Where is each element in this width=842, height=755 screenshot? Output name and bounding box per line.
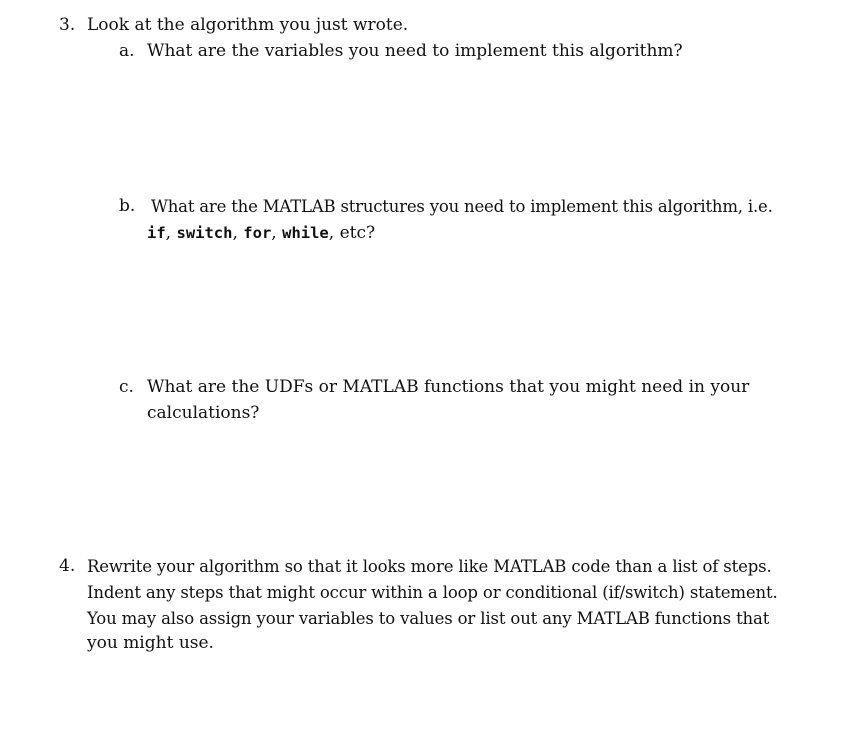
question-4-line1: Rewrite your algorithm so that it looks more like MATLAB code than a list of steps. <box>87 557 772 576</box>
question-4-line3: You may also assign your variables to values or list out any MATLAB functions that <box>87 609 770 628</box>
question-4 <box>0 540 842 670</box>
question-3b-line1: What are the MATLAB structures you need to implement this algorithm, i.e. <box>151 197 773 216</box>
question-3c-line1: What are the UDFs or MATLAB functions that you might need in your <box>147 377 750 397</box>
question-3a-text: What are the variables you need to implement this algorithm? <box>147 41 683 61</box>
question-4-line4: you might use. <box>87 633 214 653</box>
question-3c-line2: calculations? <box>147 403 260 423</box>
question-3-number: 3. <box>59 15 76 35</box>
question-3b-label: b. <box>119 196 136 216</box>
question-3c-label: c. <box>119 377 134 397</box>
question-3b-line2: if, switch, for, while, etc? <box>147 223 376 243</box>
keyword-switch: switch <box>176 224 233 242</box>
question-3a-label: a. <box>119 41 135 61</box>
keyword-while: while <box>282 224 329 242</box>
question-4-line2: Indent any steps that might occur within a loop or conditional (if/switch) statement. <box>87 583 778 602</box>
question-3-prompt: Look at the algorithm you just wrote. <box>87 15 409 35</box>
keyword-for: for <box>243 224 272 242</box>
keyword-if: if <box>147 224 166 242</box>
question-4-number: 4. <box>59 556 76 576</box>
